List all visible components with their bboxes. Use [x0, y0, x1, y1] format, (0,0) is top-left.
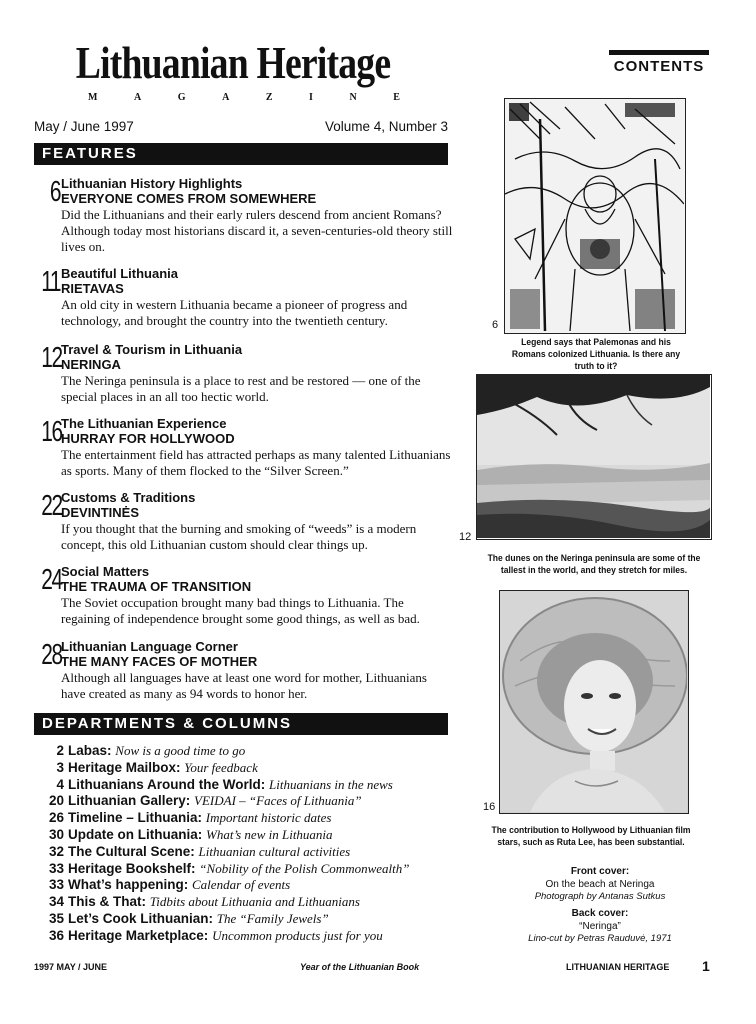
- departments-list: [42, 743, 462, 945]
- feature-item[interactable]: [34, 490, 454, 553]
- feature-category: The Lithuanian Experience: [61, 416, 227, 431]
- department-page: 33: [48, 877, 64, 893]
- department-item[interactable]: [42, 810, 462, 827]
- department-name: What’s happening:: [68, 877, 189, 893]
- dunes-photo[interactable]: [476, 374, 712, 540]
- feature-page: 24: [41, 564, 62, 596]
- department-item[interactable]: [42, 760, 462, 777]
- magazine-subtitle: M A G A Z I N E: [88, 92, 400, 103]
- department-description: “Nobility of the Polish Commonwealth”: [199, 860, 410, 876]
- department-name: The Cultural Scene:: [68, 843, 195, 859]
- magazine-title: Lithuanian Heritage: [75, 37, 391, 88]
- footer-center: Year of the Lithuanian Book: [300, 962, 420, 972]
- department-page: 34: [48, 894, 64, 910]
- woodcut-image: [505, 99, 684, 332]
- department-name: Let’s Cook Lithuanian:: [68, 910, 213, 926]
- department-page: 36: [48, 927, 64, 943]
- department-name: Heritage Bookshelf:: [68, 860, 196, 876]
- department-item[interactable]: [42, 793, 462, 810]
- legend-illustration[interactable]: [504, 98, 686, 334]
- portrait-image: [500, 591, 687, 812]
- photo-caption: The dunes on the Neringa peninsula are some of the tallest in the world, and they stretch for miles.: [487, 553, 701, 575]
- department-item[interactable]: [42, 877, 462, 894]
- feature-page: 22: [41, 490, 62, 522]
- department-item[interactable]: [42, 777, 462, 794]
- photo-page-number: 12: [459, 531, 472, 543]
- back-cover-line: “Neringa”: [579, 920, 621, 932]
- footer-publication: LITHUANIAN HERITAGE: [566, 962, 670, 972]
- feature-title: THE TRAUMA OF TRANSITION: [61, 579, 252, 594]
- department-name: Heritage Marketplace:: [68, 927, 209, 943]
- department-description: The “Family Jewels”: [216, 910, 329, 926]
- department-page: 2: [56, 743, 64, 758]
- front-cover-label: Front cover:: [570, 866, 630, 877]
- department-item[interactable]: [42, 861, 462, 878]
- department-item[interactable]: [42, 928, 462, 945]
- department-description: Uncommon products just for you: [212, 927, 383, 943]
- departments-header: DEPARTMENTS & COLUMNS: [34, 713, 448, 735]
- department-page: 20: [48, 793, 64, 809]
- department-description: Tidbits about Lithuania and Lithuanians: [149, 894, 360, 910]
- dunes-image: [477, 375, 710, 538]
- department-name: Lithuanian Gallery:: [68, 793, 191, 809]
- department-description: Important historic dates: [205, 810, 332, 826]
- feature-item[interactable]: [34, 342, 454, 405]
- feature-title: DEVINTINĖS: [61, 505, 140, 520]
- portrait-photo[interactable]: [499, 590, 689, 814]
- feature-description: If you thought that the burning and smoking of “weeds” is a modern concept, this old Lithuanian custom should clear things up.: [61, 521, 417, 552]
- department-name: Heritage Mailbox:: [68, 759, 181, 775]
- department-name: Lithuanians Around the World:: [68, 776, 266, 792]
- department-name: Labas:: [68, 743, 112, 758]
- photo-page-number: 16: [483, 801, 496, 813]
- feature-category: Lithuanian Language Corner: [61, 639, 238, 654]
- feature-description: An old city in western Lithuania became a pioneer of progress and technology, and brought the country into the twentieth century.: [61, 297, 408, 328]
- contents-heading: CONTENTS: [613, 58, 705, 75]
- department-description: Lithuanians in the news: [269, 776, 393, 792]
- department-description: Lithuanian cultural activities: [198, 843, 351, 859]
- department-name: This & That:: [68, 894, 146, 910]
- feature-category: Social Matters: [61, 564, 150, 579]
- front-cover-credit: Photograph by Antanas Sutkus: [534, 891, 666, 902]
- back-cover-info: [500, 908, 700, 946]
- department-page: 4: [56, 776, 64, 792]
- feature-category: Lithuanian History Highlights: [61, 176, 243, 191]
- feature-category: Travel & Tourism in Lithuania: [61, 342, 243, 357]
- photo-caption: The contribution to Hollywood by Lithuanian film stars, such as Ruta Lee, has been substantial.: [491, 825, 691, 847]
- department-description: Calendar of events: [192, 877, 291, 893]
- feature-page: 11: [41, 266, 61, 298]
- department-description: What’s new in Lithuania: [206, 826, 333, 842]
- feature-item[interactable]: [34, 564, 454, 627]
- feature-title: EVERYONE COMES FROM SOMEWHERE: [61, 191, 317, 206]
- photo-caption: Legend says that Palemonas and his Romans colonized Lithuania. Is there any truth to it?: [511, 337, 681, 371]
- department-name: Timeline – Lithuania:: [68, 810, 203, 826]
- department-description: Now is a good time to go: [115, 743, 246, 758]
- department-item[interactable]: [42, 743, 462, 760]
- department-page: 30: [48, 826, 64, 842]
- volume-number: Volume 4, Number 3: [324, 119, 448, 134]
- department-page: 3: [56, 759, 64, 775]
- feature-title: HURRAY FOR HOLLYWOOD: [61, 431, 235, 446]
- feature-page: 12: [41, 342, 62, 374]
- feature-item[interactable]: [34, 176, 454, 255]
- back-cover-label: Back cover:: [571, 908, 629, 919]
- photo-page-number: 6: [492, 319, 499, 331]
- feature-title: RIETAVAS: [61, 281, 124, 296]
- footer-date: 1997 MAY / JUNE: [34, 962, 108, 972]
- department-item[interactable]: [42, 894, 462, 911]
- feature-description: The entertainment field has attracted perhaps as many talented Lithuanians as sports. Many of them flocked to the “Silver Screen.”: [61, 447, 451, 478]
- feature-page: 6: [49, 176, 60, 208]
- feature-category: Beautiful Lithuania: [61, 266, 178, 281]
- department-name: Update on Lithuania:: [68, 826, 203, 842]
- back-cover-credit: Lino-cut by Petras Rauduvė, 1971: [528, 933, 672, 944]
- feature-page: 28: [41, 639, 62, 671]
- department-description: VEIDAI – “Faces of Lithuania”: [194, 793, 362, 809]
- department-item[interactable]: [42, 911, 462, 928]
- department-page: 35: [48, 910, 64, 926]
- department-item[interactable]: [42, 827, 462, 844]
- department-description: Your feedback: [184, 759, 258, 775]
- features-header: FEATURES: [34, 143, 448, 165]
- feature-item[interactable]: [34, 416, 454, 479]
- feature-category: Customs & Traditions: [61, 490, 196, 505]
- department-item[interactable]: [42, 844, 462, 861]
- feature-title: NERINGA: [61, 357, 121, 372]
- department-page: 32: [48, 843, 64, 859]
- feature-description: The Neringa peninsula is a place to rest and be restored — one of the special places in an all too hectic world.: [61, 373, 421, 404]
- footer-page-number: 1: [702, 958, 710, 974]
- issue-date: May / June 1997: [34, 119, 134, 134]
- feature-description: The Soviet occupation brought many bad things to Lithuania. The regaining of independence brought some good things, as well as bad.: [61, 595, 420, 626]
- department-page: 33: [48, 860, 64, 876]
- front-cover-line: On the beach at Neringa: [545, 878, 655, 890]
- feature-item[interactable]: [34, 266, 454, 329]
- front-cover-info: [500, 866, 700, 904]
- feature-description: Although all languages have at least one word for mother, Lithuanians have created as many as 94 words to honor her.: [61, 670, 427, 701]
- feature-title: THE MANY FACES OF MOTHER: [61, 654, 258, 669]
- feature-description: Did the Lithuanians and their early rulers descend from ancient Romans? Although today most historians discard it, a seven-centuries-old theory still lives on.: [61, 207, 453, 254]
- feature-page: 16: [41, 416, 62, 448]
- department-page: 26: [48, 810, 64, 826]
- feature-item[interactable]: [34, 639, 454, 702]
- contents-rule: [609, 50, 709, 55]
